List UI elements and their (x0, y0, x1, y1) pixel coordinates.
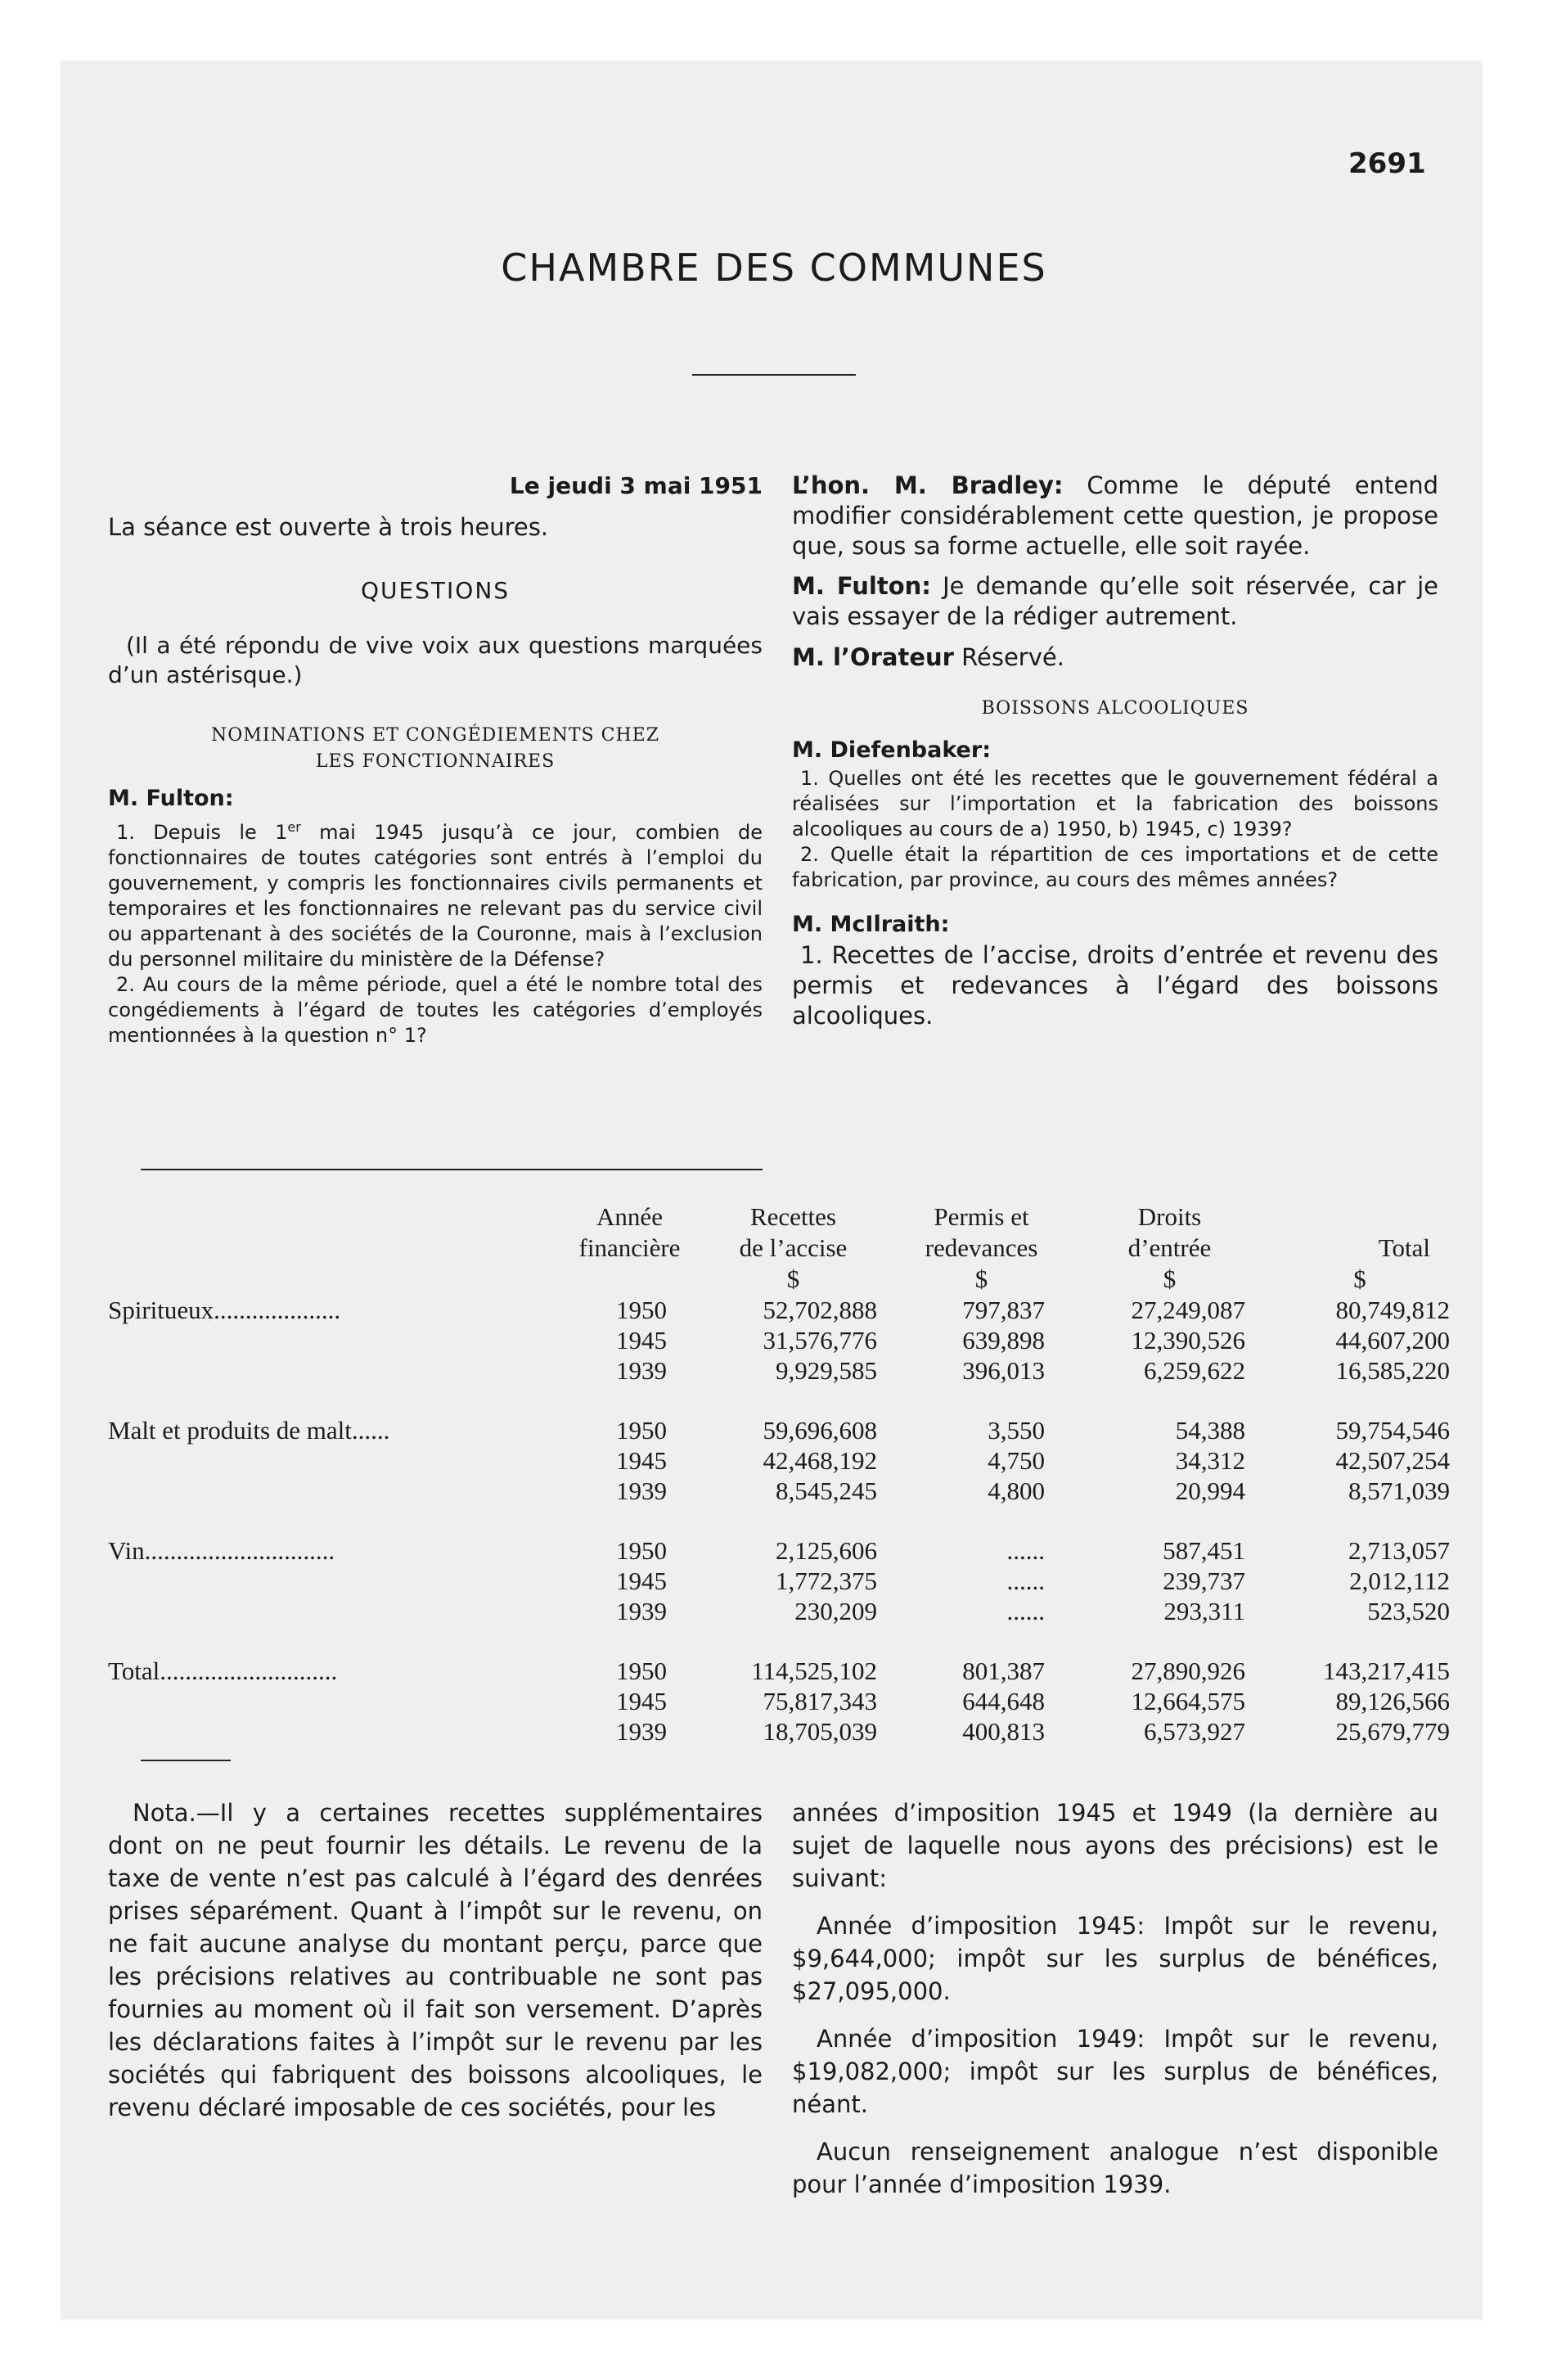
cell-total: 16,585,220 (1335, 1356, 1450, 1385)
row-label (108, 1355, 566, 1386)
cell-droits: 27,890,926 (1131, 1657, 1245, 1685)
dot-leader: .............................. (144, 1536, 335, 1565)
cell-permis: 639,898 (962, 1326, 1045, 1355)
q1-superscript: er (287, 819, 301, 835)
tax-1945-paragraph: Année d’imposition 1945: Impôt sur le revenu, $9,644,000; impôt sur les surplus de bénéfices, $27,095,000. (792, 1912, 1438, 2005)
cell-recettes: 42,468,192 (763, 1446, 877, 1475)
cell-year: 1945 (616, 1566, 667, 1595)
cell-year: 1945 (616, 1326, 667, 1355)
currency-total: $ (1353, 1264, 1366, 1293)
header-annee-line2: financière (578, 1233, 681, 1262)
tax-years-paragraph: années d’imposition 1945 et 1949 (la dernière au sujet de laquelle nous ayons des précisions) est le suivant: (792, 1799, 1438, 1892)
revenue-table (108, 1201, 1450, 1747)
mcilraith-speaker: M. McIlraith: (792, 912, 950, 937)
header-annee-line1: Année (596, 1202, 663, 1231)
cell-permis: 400,813 (962, 1717, 1045, 1746)
q1-rest: mai 1945 jusqu’à ce jour, combien de fonctionnaires de toutes catégories sont entrés à l’emploi du gouvernement, y compris les fonctionnaires civils permanents et temporaires et les fonctionnaires ne relevant pas du service civil ou appartenant à des sociétés de la Couronne, mais à l’exclusion du personnel militaire du ministère de la Défense? (108, 821, 763, 971)
tax-1949-paragraph: Année d’imposition 1949: Impôt sur le revenu, $19,082,000; impôt sur les surplus de bénéfices, néant. (792, 2025, 1438, 2118)
cell-recettes: 230,209 (794, 1597, 877, 1625)
fulton-reply-paragraph (792, 571, 1438, 632)
cell-droits: 34,312 (1175, 1446, 1245, 1475)
table-row (108, 1656, 1450, 1686)
fulton-reply-text: Je demande qu’elle soit réservée, car je vais essayer de la rédiger autrement. (792, 572, 1439, 630)
cell-total: 89,126,566 (1335, 1687, 1450, 1715)
row-label (108, 1325, 566, 1355)
cell-year: 1945 (616, 1446, 667, 1475)
right-column (792, 471, 1438, 1031)
row-label (108, 1566, 566, 1596)
cell-recettes: 9,929,585 (776, 1356, 877, 1385)
currency-permis: $ (974, 1264, 988, 1293)
cell-total: 2,012,112 (1349, 1566, 1450, 1595)
fulton-speaker: M. Fulton: (108, 786, 234, 811)
cell-total: 8,571,039 (1348, 1476, 1450, 1505)
page-number: 2691 (1348, 147, 1426, 180)
row-label (108, 1476, 566, 1506)
header-recettes-line2: de l’accise (739, 1233, 848, 1262)
cell-year: 1939 (616, 1717, 667, 1746)
dot-leader: .................... (214, 1296, 341, 1324)
cell-permis: 4,800 (988, 1476, 1045, 1505)
table-end-rule (141, 1760, 231, 1761)
cell-permis: 396,013 (962, 1356, 1045, 1385)
column-separator-rule (141, 1169, 763, 1170)
table-row (108, 1415, 1450, 1445)
cell-droits: 6,573,927 (1144, 1717, 1245, 1746)
cell-total: 59,754,546 (1335, 1416, 1450, 1445)
header-total-line2: Total (1378, 1233, 1430, 1262)
table-row (108, 1566, 1450, 1596)
cell-recettes: 8,545,245 (776, 1476, 877, 1505)
table-row (108, 1535, 1450, 1566)
bradley-paragraph (792, 471, 1438, 561)
cell-year: 1950 (616, 1657, 667, 1685)
row-label (108, 1295, 566, 1325)
table-row (108, 1596, 1450, 1626)
group-label: Malt et produits de malt (108, 1416, 352, 1445)
group-spacer (108, 1386, 1450, 1415)
cell-recettes: 1,772,375 (776, 1566, 877, 1595)
fulton-question-1 (108, 814, 763, 972)
header-permis-line1: Permis et (934, 1202, 1029, 1231)
row-label (108, 1716, 566, 1747)
cell-year: 1939 (616, 1597, 667, 1625)
group-spacer (108, 1506, 1450, 1535)
cell-total: 523,520 (1367, 1597, 1450, 1625)
table-row (108, 1476, 1450, 1506)
group-spacer (108, 1626, 1450, 1656)
table-row (108, 1445, 1450, 1476)
cell-droits: 587,451 (1163, 1536, 1245, 1565)
cell-permis: 3,550 (988, 1416, 1045, 1445)
table-row (108, 1355, 1450, 1386)
cell-year: 1950 (616, 1296, 667, 1324)
boissons-heading: BOISSONS ALCOOLIQUES (981, 698, 1249, 719)
row-label (108, 1535, 566, 1566)
diefenbaker-question-1: 1. Quelles ont été les recettes que le gouvernement fédéral a réalisées sur l’importation et la fabrication des boissons alcooliques au cours de a) 1950, b) 1945, c) 1939? (792, 767, 1438, 841)
dot-leader: ...... (351, 1416, 390, 1445)
cell-year: 1945 (616, 1687, 667, 1715)
q1-prefix: 1. Depuis le 1 (116, 821, 288, 844)
cell-droits: 6,259,622 (1144, 1356, 1245, 1385)
fulton-question-2: 2. Au cours de la même période, quel a été le nombre total des congédiements à l’égard de toutes les catégories d’employés mentionnées à la question n° 1? (108, 973, 763, 1047)
tax-1939-paragraph: Aucun renseignement analogue n’est disponible pour l’année d’imposition 1939. (792, 2138, 1438, 2198)
cell-year: 1939 (616, 1356, 667, 1385)
cell-total: 143,217,415 (1323, 1657, 1450, 1685)
cell-droits: 54,388 (1175, 1416, 1245, 1445)
row-label (108, 1686, 566, 1716)
header-total-line1 (1270, 1201, 1450, 1233)
cell-year: 1939 (616, 1476, 667, 1505)
cell-droits: 239,737 (1163, 1566, 1245, 1595)
cell-permis: 801,387 (962, 1657, 1045, 1685)
bradley-speaker: L’hon. M. Bradley: (792, 471, 1064, 499)
cell-recettes: 75,817,343 (763, 1687, 877, 1715)
diefenbaker-speaker: M. Diefenbaker: (792, 737, 991, 763)
questions-heading: QUESTIONS (360, 577, 511, 604)
revenue-table-container (108, 1201, 1450, 1747)
nota-paragraph: Nota.—Il y a certaines recettes supplémentaires dont on ne peut fournir les détails. Le revenu de la taxe de vente n’est pas calculé à l’égard des denrées prises séparément. Quant à l’impôt sur le revenu, on ne fait aucune analyse du montant perçu, parce que les précisions relatives au contribuable ne sont pas fournies au moment où il fait son versement. D’après les déclarations faites à l’impôt sur le revenu par les sociétés qui fabriquent des boissons alcooliques, le revenu déclaré imposable de ces sociétés, pour les (108, 1799, 763, 2121)
cell-recettes: 2,125,606 (776, 1536, 877, 1565)
session-opening: La séance est ouverte à trois heures. (108, 513, 549, 541)
cell-total: 44,607,200 (1335, 1326, 1450, 1355)
bradley-text: Comme le député entend modifier considérablement cette question, je propose que, sous sa forme actuelle, elle soit rayée. (792, 471, 1439, 560)
cell-permis: ...... (1006, 1536, 1045, 1565)
left-column (108, 471, 763, 1048)
group-label: Spiritueux (108, 1296, 214, 1324)
diefenbaker-question-2: 2. Quelle était la répartition de ces importations et de cette fabrication, par province, au cours des mêmes années? (792, 843, 1438, 891)
row-label (108, 1415, 566, 1445)
group-label: Total (108, 1657, 160, 1685)
currency-recettes: $ (786, 1264, 800, 1293)
cell-recettes: 52,702,888 (763, 1296, 877, 1324)
cell-permis: 644,648 (962, 1687, 1045, 1715)
dot-leader: ............................ (160, 1657, 338, 1685)
spacer-cell (108, 1506, 1450, 1535)
table-row (108, 1716, 1450, 1747)
spacer-cell (108, 1626, 1450, 1656)
table-row (108, 1295, 1450, 1325)
cell-recettes: 114,525,102 (751, 1657, 877, 1685)
cell-total: 25,679,779 (1335, 1717, 1450, 1746)
nominations-heading-line2: LES FONCTIONNAIRES (315, 751, 556, 772)
orateur-text: Réservé. (961, 643, 1064, 671)
spacer-cell (108, 1386, 1450, 1415)
header-droits-line2: d’entrée (1127, 1233, 1212, 1262)
fulton-reply-speaker: M. Fulton: (792, 572, 931, 600)
cell-droits: 12,664,575 (1131, 1687, 1245, 1715)
cell-droits: 27,249,087 (1131, 1296, 1245, 1324)
cell-total: 2,713,057 (1348, 1536, 1450, 1565)
bottom-left-column (108, 1796, 763, 2124)
bottom-right-column (792, 1796, 1438, 2201)
row-label (108, 1596, 566, 1626)
header-recettes-line1: Recettes (749, 1202, 836, 1231)
group-label: Vin (108, 1536, 145, 1565)
cell-year: 1950 (616, 1536, 667, 1565)
mcilraith-answer: 1. Recettes de l’accise, droits d’entrée et revenu des permis et redevances à l’égard des boissons alcooliques. (792, 941, 1438, 1030)
table-row (108, 1686, 1450, 1716)
nominations-heading-line1: NOMINATIONS ET CONGÉDIEMENTS CHEZ (211, 725, 659, 746)
cell-droits: 12,390,526 (1131, 1326, 1245, 1355)
page-header-title: CHAMBRE DES COMMUNES (501, 246, 1047, 290)
cell-permis: ...... (1006, 1566, 1045, 1595)
row-label (108, 1656, 566, 1686)
currency-droits: $ (1163, 1264, 1177, 1293)
cell-recettes: 18,705,039 (763, 1717, 877, 1746)
cell-recettes: 31,576,776 (763, 1326, 877, 1355)
cell-permis: ...... (1006, 1597, 1045, 1625)
cell-permis: 4,750 (988, 1446, 1045, 1475)
session-date: Le jeudi 3 mai 1951 (509, 472, 763, 499)
cell-recettes: 59,696,608 (763, 1416, 877, 1445)
header-droits-line1: Droits (1137, 1202, 1202, 1231)
orateur-speaker: M. l’Orateur (792, 643, 954, 671)
header-rule (692, 374, 856, 376)
cell-permis: 797,837 (962, 1296, 1045, 1324)
cell-year: 1950 (616, 1416, 667, 1445)
cell-droits: 20,994 (1175, 1476, 1245, 1505)
questions-note: (Il a été répondu de vive voix aux questions marquées d’un astérisque.) (108, 632, 763, 688)
cell-total: 42,507,254 (1335, 1446, 1450, 1475)
cell-total: 80,749,812 (1335, 1296, 1450, 1324)
orateur-paragraph (792, 642, 1438, 673)
header-permis-line2: redevances (925, 1233, 1038, 1262)
cell-droits: 293,311 (1163, 1597, 1245, 1625)
table-row (108, 1325, 1450, 1355)
row-label (108, 1445, 566, 1476)
